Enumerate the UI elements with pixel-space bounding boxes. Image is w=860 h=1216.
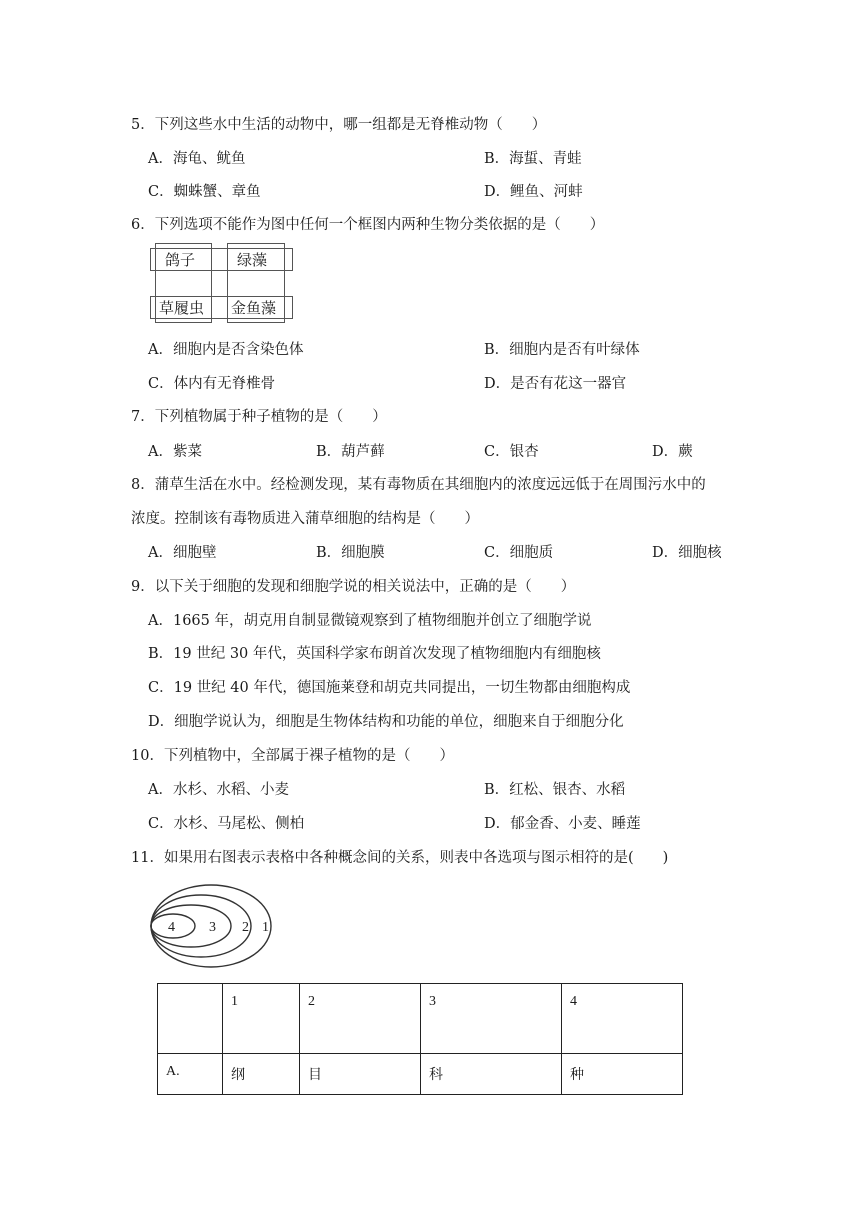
question-11-stem: 11．如果用右图表示表格中各种概念间的关系，则表中各选项与图示相符的是( ) xyxy=(131,850,669,866)
figure-label-pigeon: 鸽子 xyxy=(165,251,196,269)
q7-option-a: A．紫菜 xyxy=(148,444,202,460)
q10-option-c: C．水杉、马尾松、侧柏 xyxy=(148,816,305,832)
table-cell xyxy=(158,984,223,1054)
ellipse-label-1: 1 xyxy=(262,920,269,935)
q11-nested-ellipse-diagram xyxy=(148,880,280,980)
q5-option-d: D．鲤鱼、河蚌 xyxy=(484,184,583,200)
question-8-stem-line-1: 8．蒲草生活在水中。经检测发现，某有毒物质在其细胞内的浓度远远低于在周围污水中的 xyxy=(131,477,706,493)
question-7-stem: 7．下列植物属于种子植物的是（ ） xyxy=(131,409,387,425)
question-10-stem: 10．下列植物中，全部属于裸子植物的是（ ） xyxy=(131,748,454,764)
table-cell: 种 xyxy=(562,1054,683,1095)
q8-option-b: B．细胞膜 xyxy=(316,545,385,561)
q5-option-a: A．海龟、鱿鱼 xyxy=(148,151,246,167)
q6-option-c: C．体内有无脊椎骨 xyxy=(148,376,276,392)
q8-option-d: D．细胞核 xyxy=(652,545,722,561)
ellipse-label-2: 2 xyxy=(242,920,249,935)
q5-option-c: C．蜘蛛蟹、章鱼 xyxy=(148,184,261,200)
q9-option-d: D．细胞学说认为，细胞是生物体结构和功能的单位，细胞来自于细胞分化 xyxy=(148,714,624,730)
table-cell: 纲 xyxy=(223,1054,300,1095)
table-cell: 科 xyxy=(421,1054,562,1095)
table-row xyxy=(158,1054,683,1095)
figure-label-green-algae: 绿藻 xyxy=(237,251,268,269)
q10-option-d: D．郁金香、小麦、睡莲 xyxy=(484,816,641,832)
q6-option-d: D．是否有花这一器官 xyxy=(484,376,627,392)
ellipse-level-3 xyxy=(151,905,231,947)
q5-option-b: B．海蜇、青蛙 xyxy=(484,151,582,167)
table-header-row xyxy=(158,984,683,1054)
q10-option-a: A．水杉、水稻、小麦 xyxy=(148,782,289,798)
q7-option-b: B．葫芦藓 xyxy=(316,444,385,460)
table-cell: 目 xyxy=(300,1054,421,1095)
q11-concept-table xyxy=(157,983,683,1095)
table-cell: A. xyxy=(158,1054,223,1095)
question-9-stem: 9．以下关于细胞的发现和细胞学说的相关说法中，正确的是（ ） xyxy=(131,579,576,595)
table-cell: 4 xyxy=(562,984,683,1054)
q9-option-a: A．1665 年，胡克用自制显微镜观察到了植物细胞并创立了细胞学说 xyxy=(148,613,592,629)
table-cell: 3 xyxy=(421,984,562,1054)
q6-option-a: A．细胞内是否含染色体 xyxy=(148,342,304,358)
q9-option-c: C．19 世纪 40 年代，德国施莱登和胡克共同提出，一切生物都由细胞构成 xyxy=(148,680,631,696)
question-6-stem: 6．下列选项不能作为图中任何一个框图内两种生物分类依据的是（ ） xyxy=(131,217,605,233)
figure-label-hornwort: 金鱼藻 xyxy=(231,299,277,317)
figure-label-paramecium: 草履虫 xyxy=(159,299,205,317)
q6-classification-figure xyxy=(148,243,298,327)
q8-option-c: C．细胞质 xyxy=(484,545,554,561)
question-8-stem-line-2: 浓度。控制该有毒物质进入蒲草细胞的结构是（ ） xyxy=(131,511,479,527)
ellipse-label-4: 4 xyxy=(168,920,175,935)
q7-option-d: D．蕨 xyxy=(652,444,693,460)
question-5-stem: 5．下列这些水中生活的动物中，哪一组都是无脊椎动物（ ） xyxy=(131,117,547,133)
q8-option-a: A．细胞壁 xyxy=(148,545,217,561)
ellipse-label-3: 3 xyxy=(209,920,216,935)
q9-option-b: B．19 世纪 30 年代，英国科学家布朗首次发现了植物细胞内有细胞核 xyxy=(148,646,601,662)
ellipse-level-2 xyxy=(151,895,251,957)
q6-option-b: B．细胞内是否有叶绿体 xyxy=(484,342,640,358)
table-cell: 2 xyxy=(300,984,421,1054)
table-cell: 1 xyxy=(223,984,300,1054)
q7-option-c: C．银杏 xyxy=(484,444,539,460)
q10-option-b: B．红松、银杏、水稻 xyxy=(484,782,626,798)
